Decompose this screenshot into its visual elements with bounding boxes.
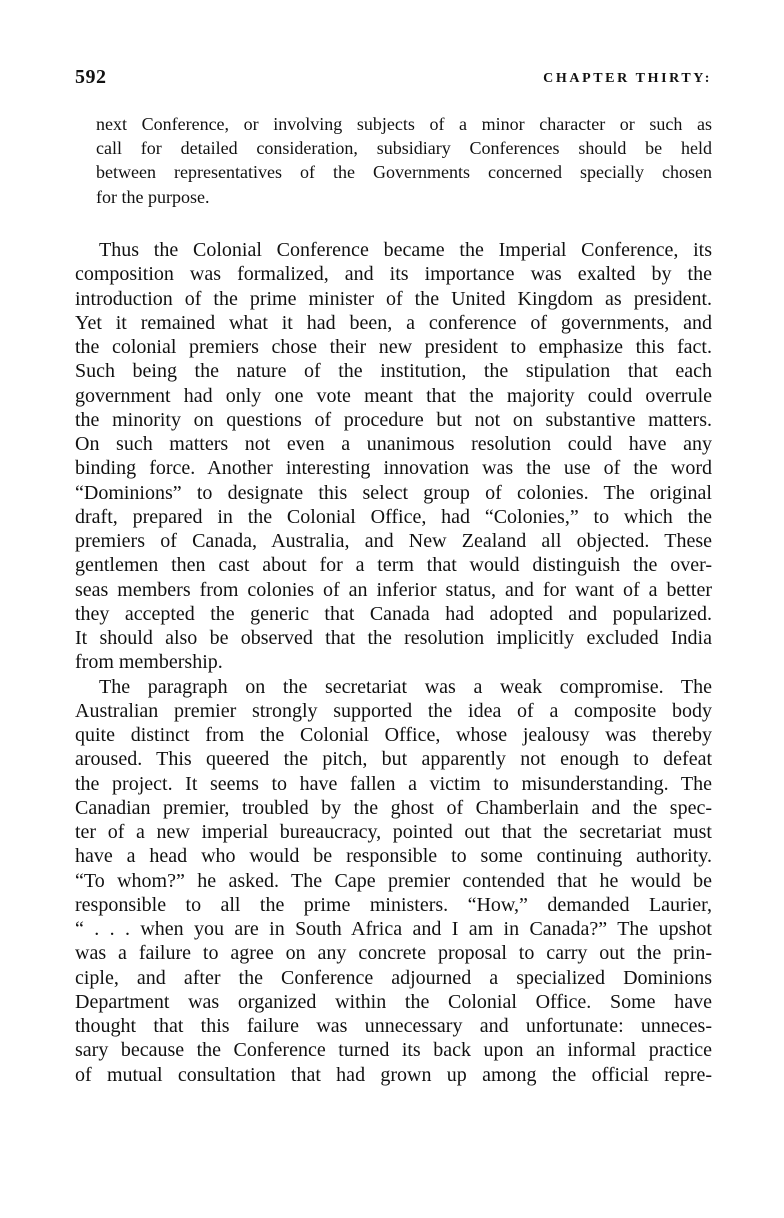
text-line: “Dominions” to designate this select group of colonies. The original — [75, 481, 712, 504]
text-line: premiers of Canada, Australia, and New Zealand all objected. These — [75, 530, 712, 552]
text-line: The paragraph on the secretariat was a weak compromise. The — [99, 675, 712, 698]
text-line: ter of a new imperial bureaucracy, pointed out that the secretariat must — [75, 821, 712, 843]
text-line: have a head who would be responsible to some continuing authority. — [75, 845, 712, 868]
text-line: “ . . . when you are in South Africa and I am in Canada?” The upshot — [75, 918, 712, 940]
body-text — [75, 238, 712, 1087]
text-line: Canadian premier, troubled by the ghost of Chamberlain and the spec- — [75, 796, 712, 819]
text-line: of mutual consultation that had grown up among the official repre- — [75, 1063, 712, 1086]
text-line: was a failure to agree on any concrete proposal to carry out the prin- — [75, 942, 712, 965]
text-line: Yet it remained what it had been, a conference of governments, and — [75, 311, 712, 334]
text-line: composition was formalized, and its importance was exalted by the — [75, 263, 712, 286]
text-line: responsible to all the prime ministers. “How,” demanded Laurier, — [75, 893, 712, 916]
text-line: Thus the Colonial Conference became the Imperial Conference, its — [99, 239, 712, 261]
text-line: gentlemen then cast about for a term that would distinguish the over- — [75, 554, 712, 577]
text-line: government had only one vote meant that the majority could overrule — [75, 384, 712, 407]
block-quote — [96, 112, 712, 209]
running-head — [75, 66, 712, 94]
text-line: the project. It seems to have fallen a victim to misunderstanding. The — [75, 772, 712, 795]
quote-line: call for detailed consideration, subsidiary Conferences should be held — [96, 138, 712, 159]
text-line: Department was organized within the Colonial Office. Some have — [75, 990, 712, 1013]
text-line: On such matters not even a unanimous resolution could have any — [75, 433, 712, 455]
quote-line: next Conference, or involving subjects of a minor character or such as — [96, 114, 712, 134]
text-line: Australian premier strongly supported the idea of a composite body — [75, 699, 712, 722]
text-line: from membership. — [75, 651, 223, 674]
text-line: Such being the nature of the institution, the stipulation that each — [75, 360, 712, 383]
text-line: ciple, and after the Conference adjourned a specialized Dominions — [75, 966, 712, 989]
text-line: It should also be observed that the resolution implicitly excluded India — [75, 627, 712, 649]
text-line: introduction of the prime minister of the United Kingdom as president. — [75, 287, 712, 310]
text-line: binding force. Another interesting innovation was the use of the word — [75, 457, 712, 480]
text-line: they accepted the generic that Canada had adopted and popularized. — [75, 602, 712, 625]
text-line: draft, prepared in the Colonial Office, had “Colonies,” to which the — [75, 505, 712, 528]
page-number: 592 — [75, 66, 107, 88]
text-line: aroused. This queered the pitch, but apparently not enough to defeat — [75, 748, 712, 771]
quote-line: between representatives of the Governments concerned specially chosen — [96, 162, 712, 183]
text-line: quite distinct from the Colonial Office, whose jealousy was thereby — [75, 724, 712, 746]
text-line: “To whom?” he asked. The Cape premier contended that he would be — [75, 869, 712, 892]
text-line: thought that this failure was unnecessary and unfortunate: unneces- — [75, 1015, 712, 1037]
paragraph — [75, 238, 712, 675]
quote-line: for the purpose. — [96, 186, 210, 207]
text-line: sary because the Conference turned its back upon an informal practice — [75, 1039, 712, 1062]
text-line: the colonial premiers chose their new president to emphasize this fact. — [75, 336, 712, 358]
chapter-heading: CHAPTER THIRTY: — [543, 71, 712, 86]
text-line: seas members from colonies of an inferior status, and for want of a better — [75, 578, 712, 601]
paragraph — [75, 675, 712, 1087]
text-line: the minority on questions of procedure but not on substantive matters. — [75, 408, 712, 431]
